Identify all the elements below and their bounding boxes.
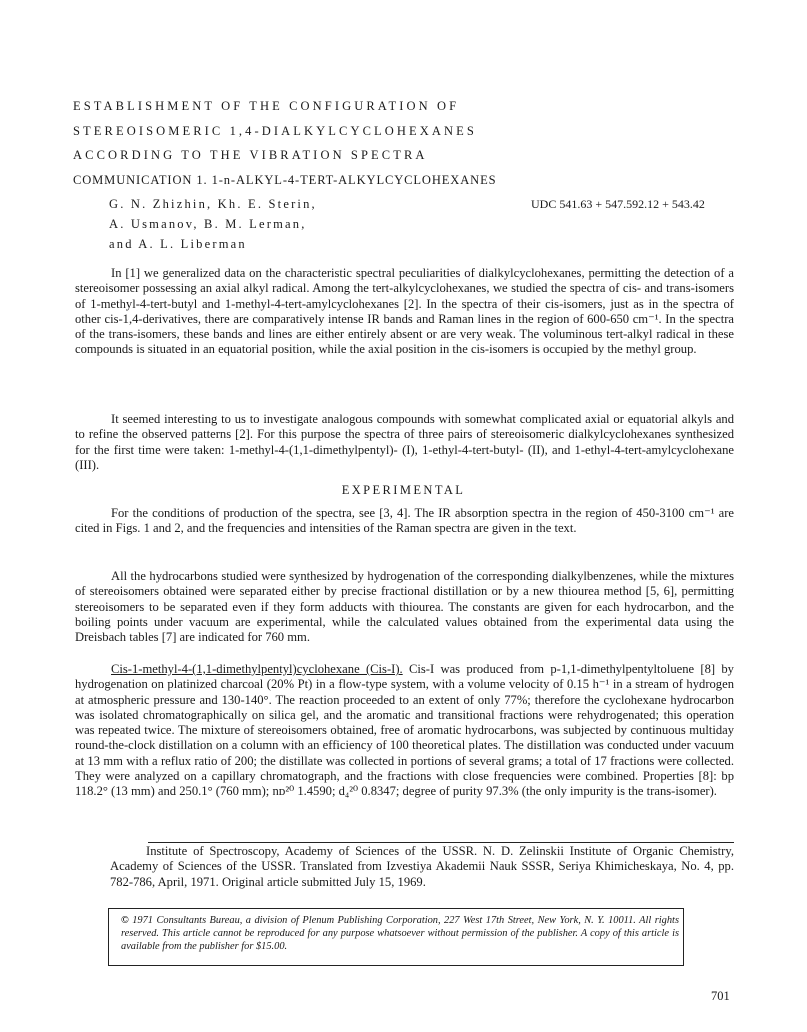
title-line-3: ACCORDING TO THE VIBRATION SPECTRA <box>73 148 428 162</box>
affiliation-footnote: Institute of Spectroscopy, Academy of Sciences of the USSR. N. D. Zelinskii Institute of Organic Chemistry, Academy of Sciences of the USSR. Translated from Izvestiya Akademii Nauk SSSR, Seriya Khimicheskaya, No. 4, pp. 782-786, April, 1971. Original article submitted July 15, 1969. <box>110 844 734 889</box>
author-line-3: and A. L. Liberman <box>109 237 247 251</box>
section-heading-experimental: EXPERIMENTAL <box>341 483 466 497</box>
paragraph-synthesis: All the hydrocarbons studied were synthesized by hydrogenation of the corresponding dialkylbenzenes, while the mixtures of stereoisomers obtained were separated either by precise fractional distillation or by a new thiourea method [5, 6], permitting stereoisomers to be separated even if they form adducts with thiourea. The constants are given for each hydrocarbon, and the boiling points under vacuum are experimental, while the calculated values obtained from the experimental data using the Dreisbach tables [7] are indicated for 760 mm. <box>75 569 734 645</box>
compound-heading: Cis-1-methyl-4-(1,1-dimethylpentyl)cyclohexane (Cis-I). <box>111 662 403 676</box>
paragraph-cis-i <box>75 662 734 800</box>
udc-code: UDC 541.63 + 547.592.12 + 543.42 <box>531 197 705 211</box>
paragraph-conditions: For the conditions of production of the spectra, see [3, 4]. The IR absorption spectra in the region of 450-3100 cm⁻¹ are cited in Figs. 1 and 2, and the frequencies and intensities of the Raman spectra are given in the text. <box>75 506 734 536</box>
copyright-notice-box <box>108 908 684 966</box>
copyright-notice <box>121 914 679 953</box>
paragraph-intro: In [1] we generalized data on the characteristic spectral peculiarities of dialkylcyclohexanes, permitting the detection of a stereoisomer possessing an axial alkyl radical. Among the tert-alkylcyclohexanes, we studied the spectra of cis- and trans-isomers of 1-methyl-4-tert-butyl and 1-methyl-4-tert-amylcyclohexanes [2]. In the spectra of their cis-isomers, just as in the spectra of other cis-1,4-derivatives, there are comparatively intense IR bands and Raman lines in the region of 600-650 cm⁻¹. In the spectra of the trans-isomers, these bands and lines are either entirely absent or are very weak. The voluminous tert-alkyl radical in these compounds is situated in an equatorial position, while the axial position in the cis-isomers is occupied by the methyl group. <box>75 266 734 357</box>
paragraph-aim: It seemed interesting to us to investigate analogous compounds with somewhat complicated axial or equatorial alkyls and to refine the observed patterns [2]. For this purpose the spectra of three pairs of stereoisomeric dialkylcyclohexanes synthesized for the first time were taken: 1-methyl-4-(1,1-dimethylpentyl)- (I), 1-ethyl-4-tert-butyl- (II), and 1-ethyl-4-tert-amylcyclohexane (III). <box>75 412 734 472</box>
copyright-symbol: © <box>121 915 129 926</box>
page-number: 701 <box>711 989 730 1003</box>
author-line-1: G. N. Zhizhin, Kh. E. Sterin, <box>109 197 317 211</box>
author-line-2: A. Usmanov, B. M. Lerman, <box>109 217 307 231</box>
footnote-divider <box>148 842 734 843</box>
author-list <box>109 194 439 254</box>
copyright-text: 1971 Consultants Bureau, a division of Plenum Publishing Corporation, 227 West 17th Street, New York, N. Y. 10011. All rights reserved. This article cannot be reproduced for any purpose whatsoever without permission of the publisher. A copy of this article is available from the publisher for $15.00. <box>121 915 679 952</box>
title-line-1: ESTABLISHMENT OF THE CONFIGURATION OF <box>73 99 460 113</box>
title-line-2: STEREOISOMERIC 1,4-DIALKYLCYCLOHEXANES <box>73 123 477 138</box>
article-title <box>73 94 733 192</box>
compound-description: Cis-I was produced from p-1,1-dimethylpentyltoluene [8] by hydrogenation on platinized charcoal (20% Pt) in a flow-type system, with a volume velocity of 0.15 h⁻¹ in a stream of hydrogen at atmospheric pressure and 130-140°. The reaction proceeded to an extent of only 77%; therefore the cyclohexane hydrocarbon was isolated chromatographically on silica gel, and the aromatic and transitional fractions were rehydrogenated; this operation was repeated twice. The mixture of stereoisomers obtained, free of aromatic hydrocarbons, was subjected by continuous multiday round-the-clock distillation on a column with an efficiency of 100 theoretical plates. The distillation was conducted under vacuum at 13 mm with a reflux ratio of 200; the distillate was collected in portions of several grams; a total of 17 fractions were collected. They were analyzed on a capillary chromatograph, and the fractions with close frequencies were combined. Properties [8]: bp 118.2° (13 mm) and 250.1° (760 mm); nᴅ²⁰ 1.4590; d₄²⁰ 0.8347; degree of purity 97.3% (the only impurity is the trans-isomer). <box>75 662 734 799</box>
communication-subtitle: COMMUNICATION 1. 1-n-ALKYL-4-TERT-ALKYLCYCLOHEXANES <box>73 172 497 187</box>
